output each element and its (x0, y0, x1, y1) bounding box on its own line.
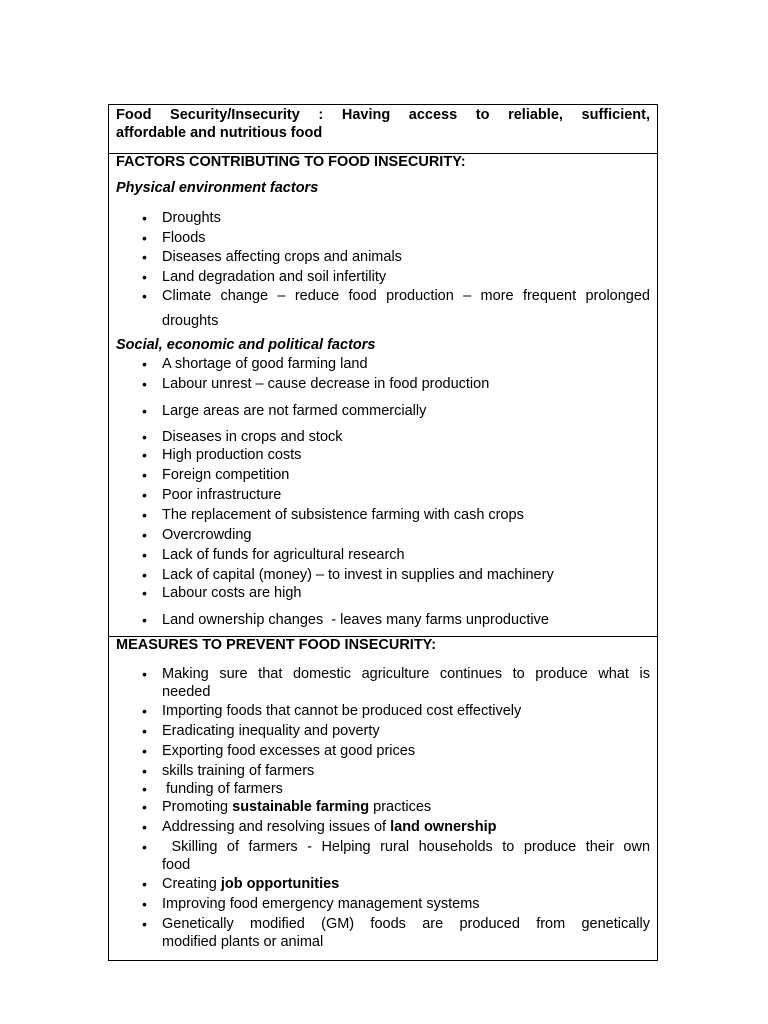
list-item: • Poor infrastructure (142, 487, 282, 503)
bullet-icon: • (142, 666, 147, 682)
list-item: • Land ownership changes - leaves many farms unproductive (142, 612, 549, 628)
bullet-icon: • (142, 429, 147, 445)
bullet-icon: • (142, 819, 147, 835)
list-item: • Eradicating inequality and poverty (142, 723, 380, 739)
bullet-icon: • (142, 896, 147, 912)
bullet-icon: • (142, 487, 147, 503)
list-item: • funding of farmers (142, 781, 283, 797)
factors-heading: FACTORS CONTRIBUTING TO FOOD INSECURITY: (116, 154, 466, 170)
list-item: • Importing foods that cannot be produced cost effectively (142, 703, 522, 719)
bullet-icon: • (142, 288, 147, 304)
definition-text (116, 106, 650, 142)
bullet-icon: • (142, 916, 147, 932)
list-item: • Diseases affecting crops and animals (142, 249, 402, 265)
bullet-icon: • (142, 467, 147, 483)
bullet-icon: • (142, 356, 147, 372)
list-item: • Large areas are not farmed commercially (142, 403, 427, 419)
list-item: • Exporting food excesses at good prices (142, 743, 416, 759)
list-item: • Improving food emergency management systems (142, 896, 480, 912)
list-item: • Making sure that domestic agriculture continues to produce what is needed (142, 666, 650, 700)
bullet-icon: • (142, 763, 147, 779)
bullet-icon: • (142, 249, 147, 265)
bullet-icon: • (142, 567, 147, 583)
list-item: • Climate change – reduce food production – more frequent prolonged droughts (142, 288, 650, 329)
list-item: • Labour costs are high (142, 585, 302, 601)
list-item: • Lack of capital (money) – to invest in supplies and machinery (142, 567, 554, 583)
list-item: • Promoting sustainable farming practices (142, 799, 432, 815)
bullet-icon: • (142, 781, 147, 797)
bullet-icon: • (142, 876, 147, 892)
list-item: • Foreign competition (142, 467, 290, 483)
bullet-icon: • (142, 447, 147, 463)
definition-line-2: affordable and nutritious food (116, 125, 323, 141)
bullet-icon: • (142, 507, 147, 523)
list-item: • Overcrowding (142, 527, 252, 543)
list-item: • High production costs (142, 447, 302, 463)
list-item: • Labour unrest – cause decrease in food production (142, 376, 490, 392)
list-item: • Genetically modified (GM) foods are produced from genetically modified plants or animal (142, 916, 650, 950)
bullet-icon: • (142, 376, 147, 392)
list-item: • Lack of funds for agricultural research (142, 547, 405, 563)
measures-heading: MEASURES TO PREVENT FOOD INSECURITY: (116, 637, 437, 653)
list-item: • Floods (142, 230, 206, 246)
bullet-icon: • (142, 230, 147, 246)
list-item: • Droughts (142, 210, 221, 226)
bullet-icon: • (142, 839, 147, 855)
bullet-icon: • (142, 703, 147, 719)
bullet-icon: • (142, 723, 147, 739)
bullet-icon: • (142, 612, 147, 628)
list-item: • Land degradation and soil infertility (142, 269, 387, 285)
bullet-icon: • (142, 269, 147, 285)
social-factors-heading: Social, economic and political factors (116, 337, 376, 353)
food-security-table (108, 104, 658, 961)
bullet-icon: • (142, 743, 147, 759)
factors-row (109, 153, 657, 637)
bullet-icon: • (142, 547, 147, 563)
physical-factors-heading: Physical environment factors (116, 180, 319, 196)
list-item: • The replacement of subsistence farming with cash crops (142, 507, 524, 523)
list-item: • Diseases in crops and stock (142, 429, 343, 445)
bullet-icon: • (142, 799, 147, 815)
list-item: • Creating job opportunities (142, 876, 340, 892)
list-item: • skills training of farmers (142, 763, 315, 779)
measures-row (109, 636, 657, 960)
list-item: • Addressing and resolving issues of land ownership (142, 819, 497, 835)
list-item: • Skilling of farmers - Helping rural households to produce their own food (142, 839, 651, 873)
bullet-icon: • (142, 210, 147, 226)
definition-line-1: Food Security/Insecurity : Having access to reliable, sufficient, (116, 107, 650, 123)
bullet-icon: • (142, 527, 147, 543)
bullet-icon: • (142, 585, 147, 601)
bullet-icon: • (142, 403, 147, 419)
list-item: • A shortage of good farming land (142, 356, 368, 372)
definition-row (109, 105, 657, 154)
